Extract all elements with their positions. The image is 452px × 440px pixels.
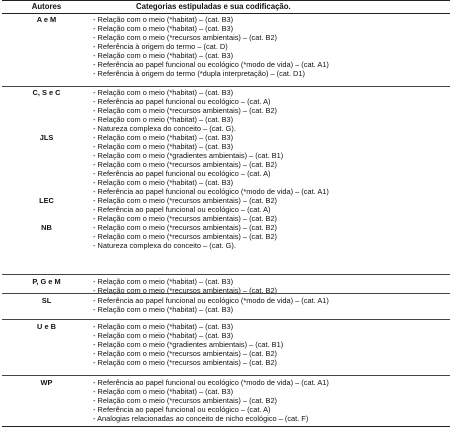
table-row bbox=[0, 413, 452, 425]
category-entry: - Relação com o meio (*recursos ambientais) – (cat. B2) bbox=[93, 232, 278, 242]
category-entry: - Relação com o meio (*habitat) – (cat. B3) bbox=[93, 305, 234, 315]
group-separator-rule bbox=[2, 375, 450, 376]
category-entry: - Relação com o meio (*gradientes ambientais) – (cat. B1) bbox=[93, 151, 284, 161]
category-entry: - Relação com o meio (*recursos ambientais) – (cat. B2) bbox=[93, 223, 278, 233]
category-entry: - Natureza complexa do conceito – (cat. G). bbox=[93, 124, 236, 133]
author-cell: SL bbox=[41, 296, 52, 305]
author-cell: U e B bbox=[37, 322, 56, 331]
category-entry: - Relação com o meio (*habitat) – (cat. B3) bbox=[93, 115, 234, 125]
author-cell: C, S e C bbox=[32, 88, 61, 97]
category-entry: - Referência ao papel funcional ou ecológico – (cat. A) bbox=[93, 97, 271, 107]
author-cell: A e M bbox=[36, 15, 57, 24]
category-entry: - Relação com o meio (*recursos ambientais) – (cat. B2) bbox=[93, 214, 278, 224]
category-entry: - Relação com o meio (*habitat) – (cat. B3) bbox=[93, 322, 234, 331]
group-separator-rule bbox=[2, 319, 450, 320]
category-entry: - Relação com o meio (*habitat) – (cat. B3) bbox=[93, 142, 234, 152]
table-bottom-rule bbox=[2, 426, 450, 427]
header-authors: Autores bbox=[31, 2, 62, 11]
category-entry: - Relação com o meio (*habitat) – (cat. B3) bbox=[93, 277, 234, 286]
category-entry: - Referência ao papel funcional ou ecológico (*modo de vida) – (cat. A1) bbox=[93, 60, 329, 70]
category-entry: - Referência ao papel funcional ou ecológico – (cat. A) bbox=[93, 205, 271, 214]
category-entry: - Referência ao papel funcional ou ecológico (*modo de vida) – (cat. A1) bbox=[93, 378, 329, 387]
group-separator-rule bbox=[2, 86, 450, 87]
table-row bbox=[0, 240, 452, 252]
category-entry: - Relação com o meio (*habitat) – (cat. B3) bbox=[93, 331, 234, 341]
category-entry: - Relação com o meio (*recursos ambientais) – (cat. B2) bbox=[93, 196, 278, 206]
header-categories: Categorias estipuladas e sua codificação. bbox=[136, 2, 291, 11]
category-entry: - Relação com o meio (*recursos ambientais) – (cat. B2) bbox=[93, 33, 278, 43]
category-entry: - Relação com o meio (*recursos ambientais) – (cat. B2) bbox=[93, 358, 278, 368]
author-cell: LEC bbox=[39, 196, 54, 206]
table-row bbox=[0, 304, 452, 316]
author-cell: JLS bbox=[39, 133, 54, 143]
category-entry: - Relação com o meio (*habitat) – (cat. B3) bbox=[93, 178, 234, 187]
group-separator-rule bbox=[2, 293, 450, 294]
category-entry: - Relação com o meio (*recursos ambientais) – (cat. B2) bbox=[93, 106, 278, 116]
category-entry: - Referência ao papel funcional ou ecológico (*modo de vida) – (cat. A1) bbox=[93, 187, 329, 197]
table-row bbox=[0, 68, 452, 80]
category-entry: - Analogias relacionadas ao conceito de nicho ecológico – (cat. F) bbox=[93, 414, 309, 424]
category-entry: - Relação com o meio (*recursos ambientais) – (cat. B2) bbox=[93, 396, 278, 406]
category-entry: - Referência ao papel funcional ou ecológico – (cat. A) bbox=[93, 169, 271, 179]
category-entry: - Relação com o meio (*habitat) – (cat. B3) bbox=[93, 387, 234, 397]
author-cell: WP bbox=[40, 378, 53, 387]
group-separator-rule bbox=[2, 274, 450, 275]
author-cell: P, G e M bbox=[32, 277, 61, 286]
category-entry: - Relação com o meio (*habitat) – (cat. B3) bbox=[93, 88, 234, 97]
category-entry: - Relação com o meio (*recursos ambientais) – (cat. B2) bbox=[93, 286, 278, 296]
category-entry: - Referência à origem do termo – (cat. D) bbox=[93, 42, 228, 52]
category-entry: - Relação com o meio (*recursos ambientais) – (cat. B2) bbox=[93, 160, 278, 170]
category-entry: - Referência ao papel funcional ou ecológico – (cat. A) bbox=[93, 405, 271, 415]
category-entry: - Relação com o meio (*gradientes ambientais) – (cat. B1) bbox=[93, 340, 284, 350]
category-entry: - Relação com o meio (*habitat) – (cat. B3) bbox=[93, 15, 234, 24]
category-entry: - Referência ao papel funcional ou ecológico (*modo de vida) – (cat. A1) bbox=[93, 296, 329, 305]
table-header-row bbox=[0, 1, 452, 13]
category-entry: - Natureza complexa do conceito – (cat. G). bbox=[93, 241, 236, 251]
category-entry: - Relação com o meio (*habitat) – (cat. B3) bbox=[93, 24, 234, 34]
author-cell: NB bbox=[41, 223, 52, 233]
category-entry: - Relação com o meio (*habitat) – (cat. B3) bbox=[93, 133, 234, 143]
category-entry: - Referência à origem do termo (*dupla interpretação) – (cat. D1) bbox=[93, 69, 305, 79]
table-row bbox=[0, 357, 452, 369]
category-entry: - Relação com o meio (*recursos ambientais) – (cat. B2) bbox=[93, 349, 278, 359]
category-entry: - Relação com o meio (*habitat) – (cat. B3) bbox=[93, 51, 234, 61]
